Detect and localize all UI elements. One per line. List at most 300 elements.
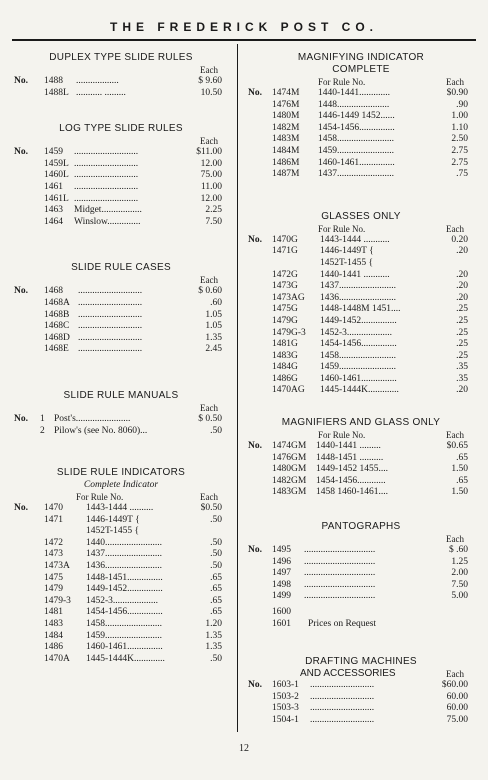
page-number: 12 — [239, 743, 249, 754]
list-item — [248, 568, 474, 580]
item-description: 1454-1456............... — [86, 607, 163, 618]
list-item — [248, 339, 474, 351]
item-number: 2 — [40, 425, 45, 436]
list-item — [14, 642, 228, 654]
item-price: .50 — [210, 561, 222, 572]
list-item — [248, 246, 474, 258]
item-number: 1472 — [44, 537, 63, 548]
item-description: ........................... — [310, 680, 375, 691]
item-description: 1448...................... — [318, 99, 390, 110]
item-number: 1461 — [44, 181, 63, 192]
column-header — [14, 402, 228, 414]
column-header — [248, 76, 474, 88]
item-price: .20 — [456, 246, 468, 257]
section-title: PANTOGRAPHS — [321, 521, 401, 533]
item-number: 1461L — [44, 193, 69, 204]
item-number: 1486 — [44, 642, 63, 653]
pre: No. — [248, 545, 262, 556]
item-description: 1454-1456............... — [320, 339, 397, 350]
item-price: 1.10 — [451, 122, 468, 133]
list-item — [248, 703, 474, 715]
item-number: 1459L — [44, 158, 69, 169]
item-description: .............................. — [304, 556, 376, 567]
each-label: Each — [446, 669, 464, 680]
section-title: MAGNIFYING INDICATOR — [297, 52, 425, 63]
item-price: 5.00 — [451, 591, 468, 602]
each-label: Each — [446, 223, 464, 234]
item-number: 1497 — [272, 568, 291, 579]
item-number: 1474M — [272, 88, 300, 98]
list-item — [248, 487, 474, 499]
list-item — [14, 607, 228, 619]
list-item — [14, 182, 228, 194]
price-list — [14, 147, 228, 228]
price-list — [248, 88, 474, 181]
item-number: 1479 — [44, 584, 63, 595]
section-title-2: COMPLETE — [332, 64, 390, 75]
indicators-section — [14, 467, 228, 665]
item-price: 1.20 — [205, 619, 222, 630]
list-item — [248, 316, 474, 328]
note-number: 1601 — [272, 618, 291, 629]
item-description: 1443-1444 ........... — [320, 234, 390, 245]
item-number: 1471G — [272, 246, 298, 257]
item-number: 1463 — [44, 205, 63, 216]
list-item — [14, 344, 228, 356]
for-rule-label: For Rule No. — [318, 77, 366, 87]
item-price: $ 0.50 — [198, 413, 222, 424]
item-price: 12.00 — [200, 158, 222, 169]
list-item — [14, 298, 228, 310]
item-description: 1454-1456............... — [318, 122, 395, 133]
list-item — [248, 258, 474, 270]
item-description: .............................. — [304, 545, 376, 556]
item-description: 1437........................ — [320, 281, 396, 292]
list-item — [248, 692, 474, 704]
item-price: 75.00 — [446, 714, 468, 725]
price-list — [14, 503, 228, 665]
item-description: 1445-1444K............. — [86, 653, 165, 664]
item-description: 1458........................ — [320, 350, 396, 361]
pre: No. — [248, 680, 262, 691]
list-item — [248, 169, 474, 181]
list-item — [14, 76, 228, 88]
item-price: .50 — [210, 514, 222, 525]
list-item — [248, 235, 474, 247]
pantographs-section — [248, 521, 474, 630]
item-description: 1459........................ — [320, 362, 396, 373]
column-header — [248, 533, 474, 545]
item-price: 1.50 — [451, 464, 468, 475]
list-item — [14, 503, 228, 515]
item-number: 1468D — [44, 332, 70, 343]
item-price: .25 — [456, 315, 468, 326]
item-number: 1470A — [44, 653, 70, 664]
item-price: .65 — [456, 475, 468, 486]
list-item — [14, 426, 228, 438]
column-header — [248, 668, 474, 680]
price-list — [248, 545, 474, 603]
list-item — [14, 321, 228, 333]
list-item — [14, 147, 228, 159]
item-description: 1452-3................... — [86, 595, 159, 606]
list-item — [248, 158, 474, 170]
item-description: ........................... — [78, 309, 143, 320]
item-price: 2.00 — [451, 568, 468, 579]
item-number: 1481G — [272, 339, 298, 350]
item-description: Midget................. — [74, 205, 142, 216]
item-price: .25 — [456, 327, 468, 338]
item-number: 1498 — [272, 579, 291, 590]
item-price: .50 — [210, 653, 222, 664]
item-number: 1486G — [272, 373, 298, 384]
section-title: SLIDE RULE MANUALS — [63, 389, 179, 401]
item-number: 1484M — [272, 145, 300, 156]
item-number: 1479G — [272, 315, 298, 326]
item-number: 1484 — [44, 630, 63, 641]
magnifiers-section — [248, 417, 474, 499]
item-description: .............................. — [304, 568, 376, 579]
item-number: 1488L — [44, 87, 69, 98]
list-item — [14, 538, 228, 550]
item-price: $0.90 — [446, 88, 468, 98]
item-description: 1446-1449T { — [320, 246, 374, 257]
list-item — [248, 88, 474, 100]
item-price: .65 — [210, 607, 222, 618]
item-price: 1.35 — [205, 642, 222, 653]
item-description: 1452-3................... — [320, 327, 393, 338]
list-item — [248, 123, 474, 135]
item-description: ........................... — [74, 147, 139, 158]
item-price: .25 — [456, 339, 468, 350]
item-price: 1.35 — [205, 332, 222, 343]
item-number: 1476M — [272, 99, 300, 110]
item-price: 0.20 — [451, 234, 468, 245]
item-number: 1470 — [44, 503, 63, 514]
item-description: ........................... — [78, 321, 143, 332]
list-item — [14, 194, 228, 206]
list-item — [14, 205, 228, 217]
item-description: .............................. — [304, 591, 376, 602]
item-description: ........................... — [74, 158, 139, 169]
column-header — [14, 274, 228, 286]
item-description: ........................... — [310, 691, 375, 702]
item-description: 1448-1451............... — [86, 572, 163, 583]
item-price: $ .60 — [449, 545, 468, 556]
list-item — [248, 464, 474, 476]
list-item — [14, 170, 228, 182]
list-item — [248, 545, 474, 557]
pre: No. — [248, 234, 262, 245]
item-number: 1460L — [44, 170, 69, 181]
price-list — [14, 414, 228, 437]
drafting-section — [248, 656, 474, 726]
item-description: .............................. — [304, 579, 376, 590]
each-label: Each — [446, 430, 464, 441]
item-price: .20 — [456, 281, 468, 292]
item-price: 7.50 — [451, 579, 468, 590]
item-number: 1486M — [272, 157, 300, 168]
pre: No. — [248, 88, 262, 98]
item-number: 1464 — [44, 216, 63, 227]
item-price: .65 — [210, 595, 222, 606]
item-price: 1.00 — [451, 111, 468, 122]
item-price: .20 — [456, 385, 468, 396]
item-number: 1468E — [44, 344, 69, 355]
list-item — [248, 580, 474, 592]
item-description: ........................... — [74, 193, 139, 204]
item-description: 1460-1461............... — [86, 642, 163, 653]
pre: No. — [14, 503, 28, 514]
list-item — [14, 515, 228, 527]
each-label: Each — [200, 275, 218, 286]
list-item — [248, 557, 474, 569]
left-column — [14, 52, 228, 665]
item-description: 1437........................ — [318, 169, 394, 180]
section-title: MAGNIFIERS AND GLASS ONLY — [281, 417, 441, 429]
item-description: 1446-1449T { — [86, 514, 140, 525]
item-price: 2.75 — [451, 157, 468, 168]
section-subtitle: Complete Indicator — [83, 480, 159, 491]
list-item — [14, 596, 228, 608]
item-price: 60.00 — [446, 703, 468, 714]
for-rule-label: For Rule No. — [318, 223, 366, 234]
section-title: GLASSES ONLY — [321, 210, 401, 222]
item-number: 1473A — [44, 561, 70, 572]
pre: No. — [14, 147, 28, 158]
each-label: Each — [446, 534, 464, 545]
item-price: .50 — [210, 425, 222, 436]
item-description: ........................... — [74, 181, 139, 192]
item-description: 1458........................ — [318, 134, 394, 145]
item-price: 2.75 — [451, 145, 468, 156]
item-number: 1483M — [272, 134, 300, 145]
item-price: $11.00 — [196, 147, 222, 158]
each-label: Each — [200, 65, 218, 75]
item-price: 10.50 — [200, 87, 222, 98]
list-item — [248, 293, 474, 305]
item-price: 7.50 — [205, 216, 222, 227]
each-label: Each — [200, 402, 218, 413]
item-number: 1480M — [272, 111, 300, 122]
list-item — [248, 374, 474, 386]
item-number: 1474GM — [272, 441, 307, 452]
item-description: ........................... — [78, 332, 143, 343]
list-item — [248, 385, 474, 397]
item-number: 1488 — [44, 76, 63, 86]
item-price: .65 — [210, 584, 222, 595]
item-price: 1.50 — [451, 487, 468, 498]
item-price: $0.50 — [200, 503, 222, 514]
price-list — [248, 441, 474, 499]
item-price: $0.65 — [446, 441, 468, 452]
list-item — [14, 526, 228, 538]
list-item — [14, 217, 228, 229]
item-number: 1479-3 — [44, 595, 71, 606]
item-number: 1481 — [44, 607, 63, 618]
section-title-2: AND ACCESSORIES — [300, 668, 396, 680]
note-row — [248, 619, 474, 631]
price-list — [14, 286, 228, 356]
item-description: 1454-1456............ — [316, 475, 386, 486]
item-description: ........................... — [74, 170, 139, 181]
list-item — [14, 654, 228, 666]
magnifying-section — [248, 52, 474, 181]
item-price: 2.45 — [205, 344, 222, 355]
item-description: 1448-1448M 1451.... — [320, 304, 401, 315]
item-price: .65 — [456, 452, 468, 463]
list-item — [14, 333, 228, 345]
item-price: .35 — [456, 373, 468, 384]
section-title: LOG TYPE SLIDE RULES — [59, 123, 183, 135]
item-price: .60 — [210, 297, 222, 308]
item-description: 1460-1461............... — [318, 157, 395, 168]
item-description: 1436........................ — [320, 292, 396, 303]
pre: No. — [14, 76, 28, 86]
item-number: 1482M — [272, 122, 300, 133]
item-description: 1448-1451 .......... — [316, 452, 384, 463]
list-item — [248, 304, 474, 316]
list-item — [14, 159, 228, 171]
item-number: 1483G — [272, 350, 298, 361]
manuals-section — [14, 390, 228, 437]
list-item — [14, 561, 228, 573]
item-price: .75 — [456, 169, 468, 180]
item-description: ........................... — [310, 703, 375, 714]
item-price: 1.05 — [205, 321, 222, 332]
item-description: ........................... — [310, 714, 375, 725]
item-description: Pilow's (see No. 8060)... — [54, 425, 148, 436]
item-number: 1473G — [272, 281, 298, 292]
list-item — [248, 591, 474, 603]
item-description: 1452T-1455 { — [86, 526, 140, 537]
note-row — [248, 607, 474, 619]
item-number: 1495 — [272, 545, 291, 556]
item-description: ........................... — [78, 297, 143, 308]
item-price: 2.25 — [205, 205, 222, 216]
item-price: .35 — [456, 362, 468, 373]
list-item — [14, 631, 228, 643]
section-title: SLIDE RULE INDICATORS — [56, 467, 186, 479]
item-number: 1504-1 — [272, 714, 299, 725]
item-number: 1480GM — [272, 464, 307, 475]
list-item — [248, 270, 474, 282]
item-price: 12.00 — [200, 193, 222, 204]
item-description: ........... ......... — [76, 87, 126, 98]
item-description: ........................... — [78, 286, 143, 297]
price-list — [248, 235, 474, 397]
item-number: 1484G — [272, 362, 298, 373]
duplex-section — [14, 52, 228, 99]
item-description: 1440-1441 ......... — [316, 441, 381, 452]
column-header — [248, 223, 474, 235]
item-number: 1482GM — [272, 475, 307, 486]
item-price: .50 — [210, 549, 222, 560]
price-list — [248, 680, 474, 726]
list-item — [248, 351, 474, 363]
page-header-title: THE FREDERICK POST CO. — [109, 20, 378, 34]
header-rule — [12, 39, 476, 41]
each-label: Each — [200, 492, 218, 503]
item-price: 1.25 — [451, 556, 468, 567]
item-description: ........................... — [78, 344, 143, 355]
item-number: 1470G — [272, 234, 298, 245]
list-item — [14, 573, 228, 585]
each-label: Each — [446, 77, 464, 87]
item-number: 1471 — [44, 514, 63, 525]
list-item — [248, 134, 474, 146]
item-description: Winslow.............. — [74, 216, 141, 227]
section-title: DRAFTING MACHINES — [305, 656, 417, 668]
list-item — [248, 453, 474, 465]
item-number: 1503-2 — [272, 691, 299, 702]
item-number: 1487M — [272, 169, 300, 180]
item-description: 1436........................ — [86, 561, 162, 572]
item-number: 1472G — [272, 269, 298, 280]
item-description: 1449-1452............... — [86, 584, 163, 595]
item-price: $ 9.60 — [198, 76, 222, 86]
column-divider — [237, 44, 238, 732]
item-price: $ 0.60 — [198, 286, 222, 297]
item-number: 1479G-3 — [272, 327, 306, 338]
list-item — [14, 88, 228, 100]
for-rule-label: For Rule No. — [76, 492, 124, 503]
item-price: 1.05 — [205, 309, 222, 320]
item-number: 1483 — [44, 619, 63, 630]
item-number: 1 — [40, 413, 45, 424]
list-item — [248, 476, 474, 488]
item-price: 75.00 — [200, 170, 222, 181]
item-price: 11.00 — [200, 181, 222, 192]
item-price: .20 — [456, 292, 468, 303]
item-description: 1445-1444K............. — [320, 385, 399, 396]
column-header — [14, 64, 228, 76]
for-rule-label: For Rule No. — [318, 430, 366, 441]
item-price: .20 — [456, 269, 468, 280]
item-number: 1483GM — [272, 487, 307, 498]
item-description: 1440-1441 ........... — [320, 269, 390, 280]
list-item — [248, 362, 474, 374]
item-number: 1473AG — [272, 292, 305, 303]
item-number: 1496 — [272, 556, 291, 567]
item-number: 1470AG — [272, 385, 305, 396]
column-header — [248, 429, 474, 441]
item-description: 1458 1460-1461.... — [316, 487, 389, 498]
item-description: 1458........................ — [86, 619, 162, 630]
column-header — [14, 135, 228, 147]
item-price: 60.00 — [446, 691, 468, 702]
list-item — [14, 310, 228, 322]
pre: No. — [14, 286, 28, 297]
item-number: 1468A — [44, 297, 70, 308]
item-number: 1503-3 — [272, 703, 299, 714]
right-column — [248, 52, 474, 727]
list-item — [14, 286, 228, 298]
each-label: Each — [200, 136, 218, 147]
item-price: $60.00 — [441, 680, 468, 691]
item-number: 1468C — [44, 321, 70, 332]
pre: No. — [14, 413, 28, 424]
item-number: 1475G — [272, 304, 298, 315]
item-number: 1475 — [44, 572, 63, 583]
list-item — [248, 715, 474, 727]
item-description: 1452T-1455 { — [320, 257, 374, 268]
item-number: 1459 — [44, 147, 63, 158]
item-description: 1459........................ — [86, 630, 162, 641]
note-text: Prices on Request — [308, 618, 377, 629]
item-description: 1460-1461............... — [320, 373, 397, 384]
list-item — [248, 441, 474, 453]
